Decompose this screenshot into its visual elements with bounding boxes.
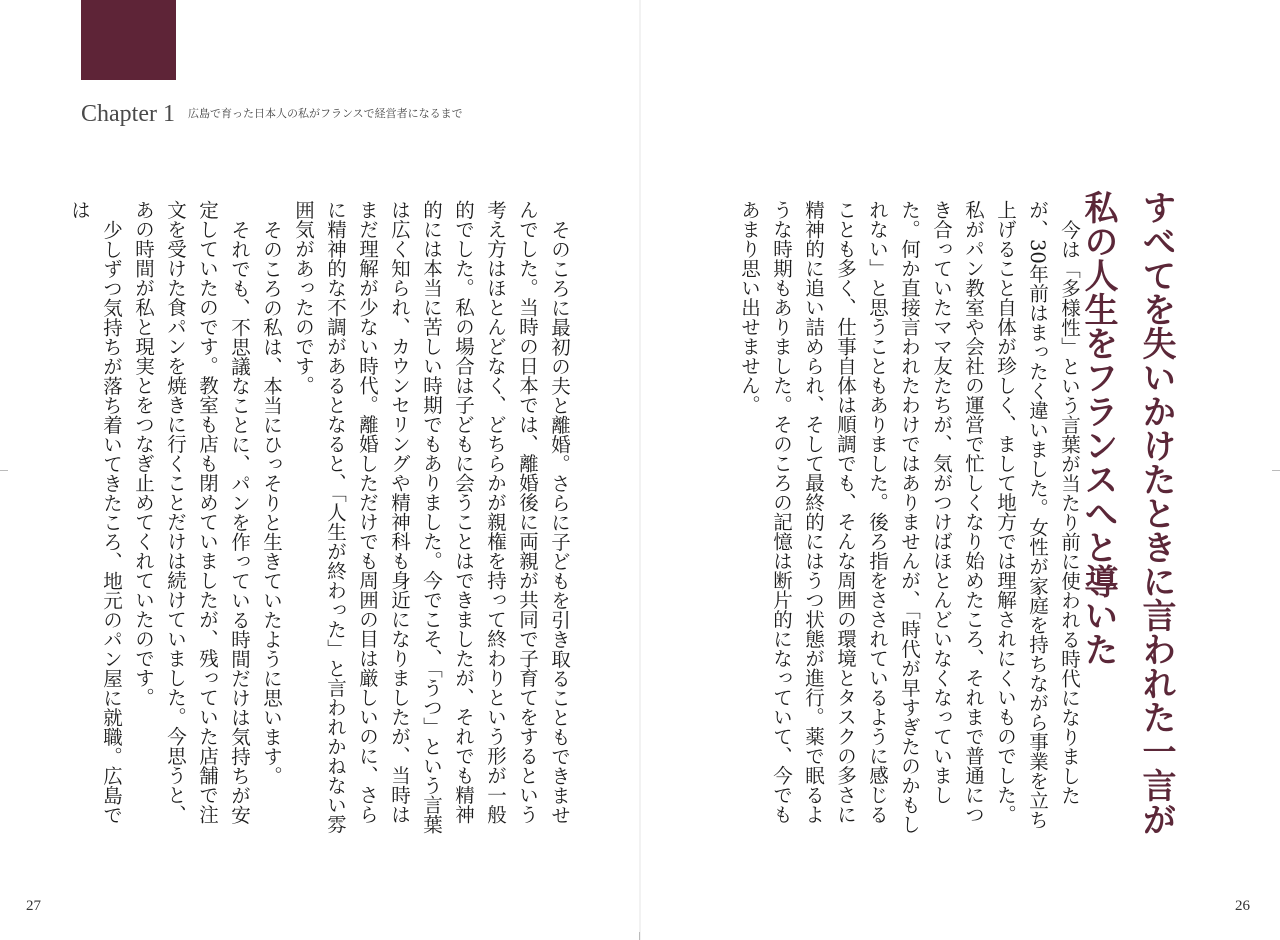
chapter-color-block	[81, 0, 176, 80]
section-title-line-1: すべてを失いかけたときに言われた一言が	[1136, 190, 1176, 836]
body-paragraph: 今は「多様性」という言葉が当たり前に使われる時代になりましたが、30年前はまったく違いました。女性が家庭を持ちながら事業を立ち上げること自体が珍しく、まして地方では理解されにくいものでした。私がパン教室や会社の運営で忙しくなり始めたころ、それまで普通につき合っていたママ友たちが、気がつけばほとんどいなくなっていました。何か直接言われたわけではありませんが、「時代が早すぎたのかもしれない」と思うこともありました。後ろ指をさされているように感じることも多く、仕事自体は順調でも、そんな周囲の環境とタスクの多さに精神的に追い詰められ、そして最終的にはうつ状態が進行。薬で眠るような時期もありました。そのころの記憶は断片的になっていて、今でもあまり思い出せません。	[738, 200, 1081, 834]
page-number-left: 27	[26, 898, 41, 914]
book-gutter	[639, 0, 641, 940]
body-paragraph: 少しずつ気持ちが落ち着いてきたころ、地元のパン屋に就職。広島では	[68, 200, 123, 824]
chapter-subtitle: 広島で育った日本人の私がフランスで経営者になるまで	[188, 107, 463, 120]
crop-mark	[0, 470, 8, 471]
crop-mark	[1272, 470, 1280, 471]
page-number-right: 26	[1235, 898, 1250, 914]
body-paragraph: そのころに最初の夫と離婚。さらに子どもを引き取ることもできませんでした。当時の日本では、離婚後に両親が共同で子育てをするという考え方はほとんどなく、どちらかが親権を持って終わりという形が一般的でした。私の場合は子どもに会うことはできましたが、それでも精神的には本当に苦しい時期でもありました。今でこそ、「うつ」という言葉は広く知られ、カウンセリングや精神科も身近になりましたが、当時はまだ理解が少ない時代。離婚しただけでも周囲の目は厳しいのに、さらに精神的な不調があるとなると、「人生が終わった」と言われかねない雰囲気があったのです。	[292, 200, 571, 834]
chapter-label: Chapter 1	[81, 101, 175, 127]
section-title	[1069, 190, 1185, 870]
section-title-line-2: 私の人生をフランスへと導いた	[1078, 190, 1118, 666]
body-paragraph: それでも、不思議なことに、パンを作っている時間だけは気持ちが安定していたのです。教室も店も閉めていましたが、残っていた店舗で注文を受けた食パンを焼きに行くことだけは続けていました。今思うと、あの時間が私と現実とをつなぎ止めてくれていたのです。	[132, 200, 251, 824]
right-page-body	[733, 200, 1085, 840]
left-page-body	[63, 200, 575, 840]
crop-mark	[639, 932, 640, 940]
body-paragraph: そのころの私は、本当にひっそりと生きていたように思います。	[260, 219, 283, 785]
